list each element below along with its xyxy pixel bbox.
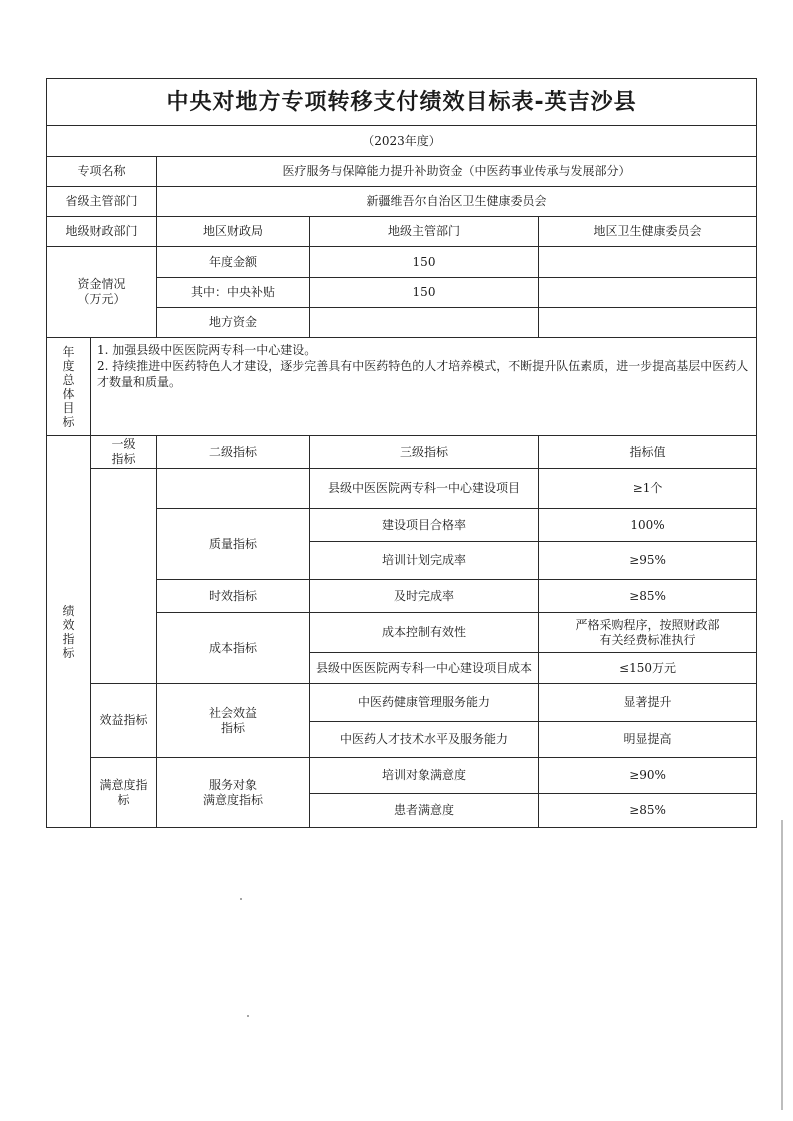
scan-speck (240, 898, 242, 900)
annual-goal-text (91, 338, 757, 436)
indicator-name: 培训对象满意度 (310, 758, 539, 794)
provincial-dept-value: 新疆维吾尔自治区卫生健康委员会 (157, 187, 757, 217)
funds-label-line2: （万元） (77, 292, 126, 306)
provincial-dept-label: 省级主管部门 (47, 187, 157, 217)
funds-row-value (310, 308, 539, 338)
annual-goal-label: 年 度 总 体 目 标 (47, 338, 91, 436)
benefit-level2: 社会效益 指标 (157, 684, 310, 758)
indicator-value: 显著提升 (539, 684, 757, 722)
indicator-name: 成本控制有效性 (310, 613, 539, 653)
performance-target-table (46, 78, 757, 828)
indicator-name: 培训计划完成率 (310, 542, 539, 580)
benefit-level1: 效益指标 (91, 684, 157, 758)
funds-row-extra (539, 247, 757, 278)
indicator-name: 患者满意度 (310, 794, 539, 828)
funds-row-extra (539, 308, 757, 338)
indicator-name: 中医药健康管理服务能力 (310, 684, 539, 722)
fiscal-year: （2023年度） (47, 126, 757, 157)
scan-speck (247, 1015, 249, 1017)
funds-row-value: 150 (310, 247, 539, 278)
header-level1: 一级 指标 (91, 436, 157, 469)
funds-label-line1: 资金情况 (77, 277, 126, 291)
header-level3: 三级指标 (310, 436, 539, 469)
indicator-value: ≥95% (539, 542, 757, 580)
indicator-value: ≥85% (539, 580, 757, 613)
funds-row-extra (539, 278, 757, 308)
header-level2: 二级指标 (157, 436, 310, 469)
funds-row-label: 地方资金 (157, 308, 310, 338)
satisfaction-level2: 服务对象 满意度指标 (157, 758, 310, 828)
timeliness-label: 时效指标 (157, 580, 310, 613)
indicator-name: 建设项目合格率 (310, 509, 539, 542)
local-dept-value: 地区卫生健康委员会 (539, 217, 757, 247)
indicator-value: ≥1个 (539, 469, 757, 509)
indicator-name: 县级中医医院两专科一中心建设项目成本 (310, 653, 539, 684)
quantity-level2-blank (157, 469, 310, 509)
project-name-value: 医疗服务与保障能力提升补助资金（中医药事业传承与发展部分） (157, 157, 757, 187)
indicator-value: ≤150万元 (539, 653, 757, 684)
indicator-name: 及时完成率 (310, 580, 539, 613)
indicator-value: 严格采购程序，按照财政部 有关经费标准执行 (539, 613, 757, 653)
annual-goal-line: 1. 加强县级中医医院两专科一中心建设。 (97, 343, 317, 357)
indicators-label: 绩 效 指 标 (47, 436, 91, 828)
indicator-value: 100% (539, 509, 757, 542)
output-level1-blank (91, 469, 157, 684)
indicator-value: 明显提高 (539, 722, 757, 758)
local-finance-label: 地级财政部门 (47, 217, 157, 247)
indicator-value: ≥90% (539, 758, 757, 794)
cost-label: 成本指标 (157, 613, 310, 684)
scan-edge-shadow (781, 820, 783, 1110)
funds-row-label: 年度金额 (157, 247, 310, 278)
annual-goal-line: 2. 持续推进中医药特色人才建设，逐步完善具有中医药特色的人才培养模式，不断提升队伍素质，进一步提高基层中医药人才数量和质量。 (97, 359, 749, 389)
satisfaction-level1: 满意度指 标 (91, 758, 157, 828)
header-value: 指标值 (539, 436, 757, 469)
indicator-value: ≥85% (539, 794, 757, 828)
quality-label: 质量指标 (157, 509, 310, 580)
indicator-name: 县级中医医院两专科一中心建设项目 (310, 469, 539, 509)
funds-label (47, 247, 157, 338)
performance-target-sheet (46, 78, 756, 828)
project-name-label: 专项名称 (47, 157, 157, 187)
page-title: 中央对地方专项转移支付绩效目标表-英吉沙县 (47, 79, 757, 126)
funds-row-value: 150 (310, 278, 539, 308)
indicator-name: 中医药人才技术水平及服务能力 (310, 722, 539, 758)
local-dept-label: 地级主管部门 (310, 217, 539, 247)
funds-row-label: 其中：中央补贴 (157, 278, 310, 308)
local-finance-value: 地区财政局 (157, 217, 310, 247)
